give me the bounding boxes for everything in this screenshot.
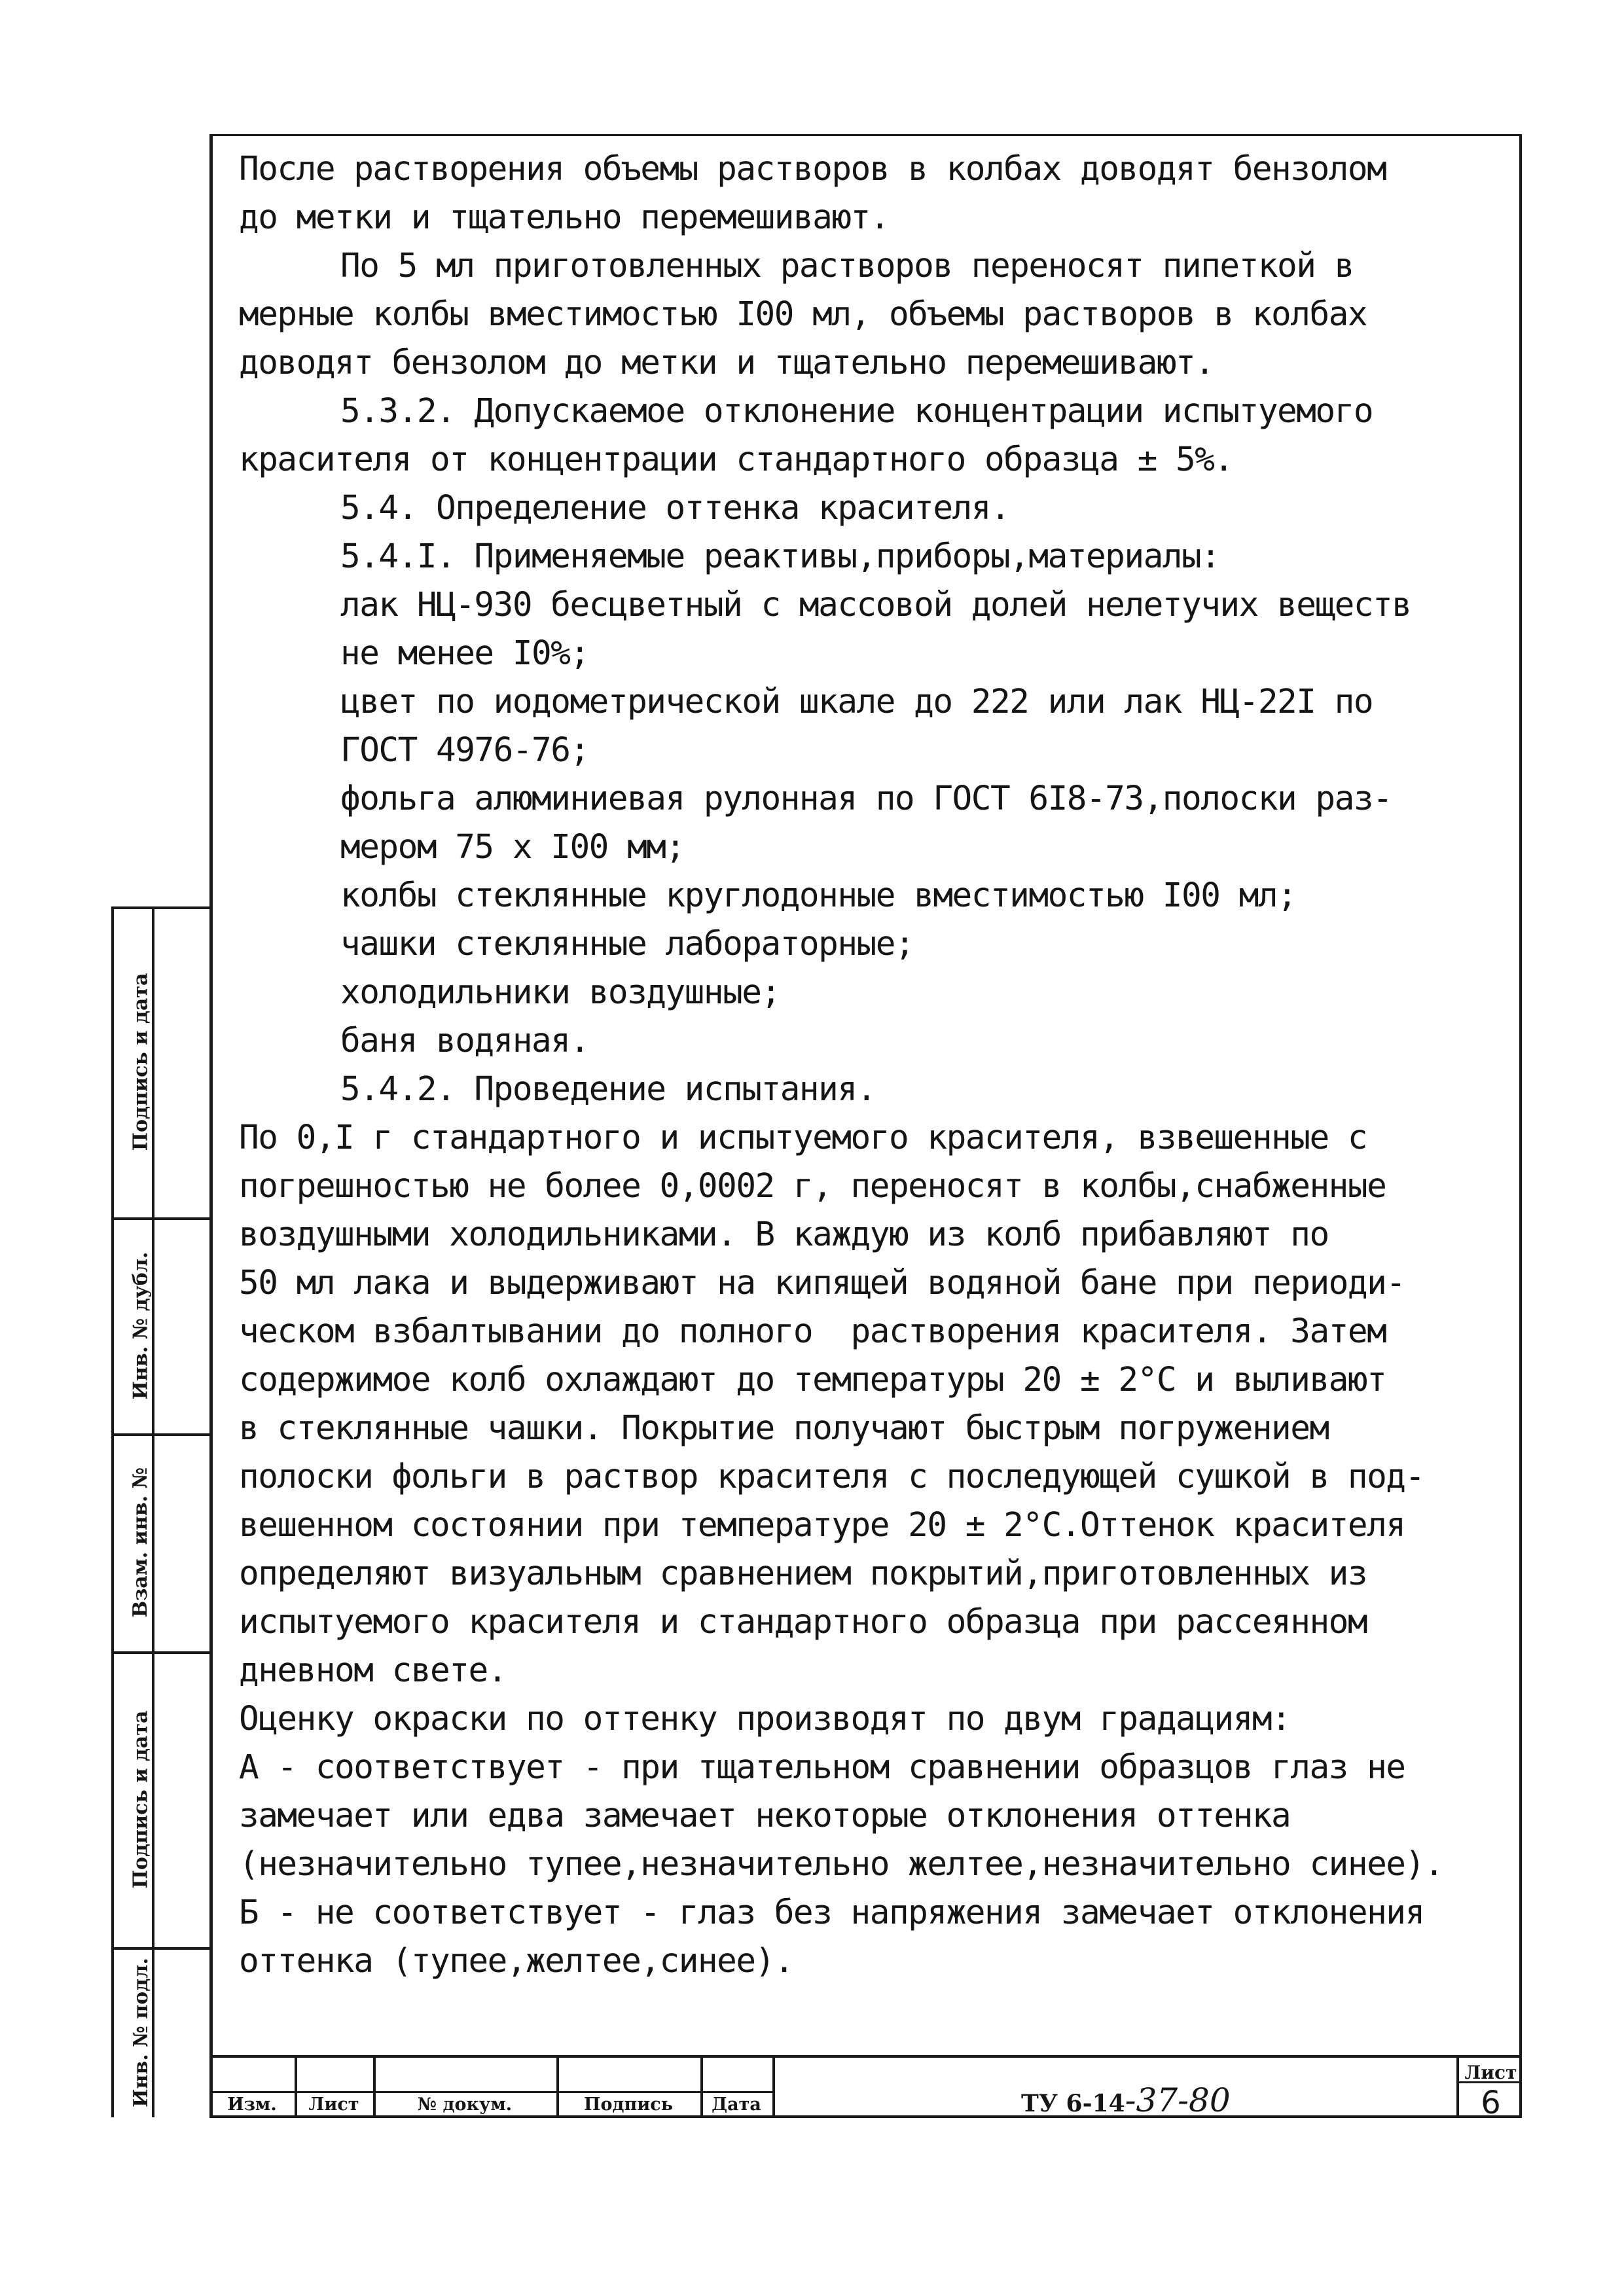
- title-block-divider: [772, 2055, 775, 2117]
- text-line: мером 75 х I00 мм;: [340, 828, 685, 867]
- text-line: чашки стеклянные лабораторные;: [340, 925, 914, 963]
- margin-label-replaced-inventory: Взам. инв. №: [129, 1467, 153, 1618]
- text-line: А - соответствует - при тщательном сравнении образцов глаз не: [239, 1748, 1405, 1787]
- document-code: [1021, 2081, 1231, 2119]
- text-line: колбы стеклянные круглодонные вместимостью I00 мл;: [340, 876, 1297, 915]
- text-line: красителя от концентрации стандартного образца ± 5%.: [239, 440, 1233, 479]
- text-line: 50 мл лака и выдерживают на кипящей водяной бане при периоди-: [239, 1264, 1405, 1302]
- margin-label-dup-inventory: Инв. № дубл.: [129, 1251, 153, 1399]
- text-line: ческом взбалтывании до полного растворения красителя. Затем: [239, 1312, 1386, 1351]
- text-line: испытуемого красителя и стандартного образца при рассеянном: [239, 1603, 1367, 1641]
- text-line: мерные колбы вместимостью I00 мл, объемы растворов в колбах: [239, 295, 1367, 334]
- title-block-divider: [1456, 2055, 1459, 2117]
- text-line: 5.4.2. Проведение испытания.: [340, 1070, 876, 1109]
- text-line: холодильники воздушные;: [340, 973, 780, 1012]
- text-line: вешенном состоянии при температуре 20 ± 2°С.Оттенок красителя: [239, 1506, 1405, 1545]
- document-code-handwritten: -37-80: [1125, 2081, 1231, 2119]
- text-line: 5.3.2. Допускаемое отклонение концентрации испытуемого: [340, 392, 1373, 431]
- caption-change: Изм.: [227, 2094, 277, 2115]
- text-line: Оценку окраски по оттенку производят по двум градациям:: [239, 1700, 1291, 1738]
- margin-label-signature-date: Подпись и дата: [129, 973, 153, 1151]
- margin-label-original-inventory: Инв. № подл.: [129, 1957, 153, 2108]
- document-code-printed: ТУ 6-14: [1021, 2090, 1125, 2117]
- margin-stamp: [111, 906, 213, 2117]
- text-line: содержимое колб охлаждают до температуры 20 ± 2°С и выливают: [239, 1361, 1386, 1399]
- text-line: ГОСТ 4976-76;: [340, 731, 589, 770]
- text-line: дневном свете.: [239, 1651, 507, 1690]
- title-block-top-border: [209, 2055, 1522, 2058]
- caption-sheet: Лист: [308, 2094, 359, 2115]
- text-line: воздушными холодильниками. В каждую из колб прибавляют по: [239, 1215, 1329, 1254]
- sheet-label: Лист: [1464, 2062, 1517, 2083]
- text-line: полоски фольги в раствор красителя с последующей сушкой в под-: [239, 1458, 1424, 1496]
- text-line: оттенка (тупее,желтее,синее).: [239, 1942, 793, 1981]
- text-line: доводят бензолом до метки и тщательно перемешивают.: [239, 344, 1214, 382]
- text-line: в стеклянные чашки. Покрытие получают быстрым погружением: [239, 1409, 1329, 1448]
- text-line: (незначительно тупее,незначительно желтее,незначительно синее).: [239, 1845, 1443, 1884]
- text-line: лак НЦ-930 бесцветный с массовой долей нелетучих веществ: [340, 586, 1411, 624]
- text-line: Б - не соответствует - глаз без напряжения замечает отклонения: [239, 1893, 1424, 1932]
- text-line: После растворения объемы растворов в колбах доводят бензолом: [239, 150, 1386, 188]
- title-block: [209, 2055, 1522, 2121]
- text-line: По 0,I г стандартного и испытуемого красителя, взвешенные с: [239, 1119, 1367, 1157]
- text-line: баня водяная.: [340, 1022, 589, 1060]
- text-line: погрешностью не более 0,0002 г, переносят в колбы,снабженные: [239, 1167, 1386, 1206]
- title-block-bottom-border: [209, 2115, 1522, 2118]
- text-line: до метки и тщательно перемешивают.: [239, 198, 889, 237]
- text-line: 5.4. Определение оттенка красителя.: [340, 489, 1010, 528]
- margin-column: [152, 906, 213, 2117]
- margin-label-signature-date: Подпись и дата: [129, 1710, 153, 1888]
- text-line: По 5 мл приготовленных растворов переносят пипеткой в: [340, 247, 1354, 285]
- title-block-row-line: [209, 2091, 772, 2093]
- text-line: не менее I0%;: [340, 634, 589, 673]
- text-line: цвет по иодометрической шкале до 222 или лак НЦ-22I по: [340, 683, 1373, 721]
- text-line: фольга алюминиевая рулонная по ГОСТ 6I8-73,полоски раз-: [340, 780, 1392, 818]
- sheet-number: 6: [1481, 2085, 1501, 2121]
- text-line: определяют визуальным сравнением покрытий,приготовленных из: [239, 1554, 1367, 1593]
- caption-date: Дата: [712, 2094, 761, 2115]
- caption-document-number: № докум.: [417, 2094, 513, 2115]
- caption-signature: Подпись: [583, 2094, 674, 2115]
- text-line: замечает или едва замечает некоторые отклонения оттенка: [239, 1797, 1291, 1835]
- text-line: 5.4.I. Применяемые реактивы,приборы,материалы:: [340, 537, 1220, 576]
